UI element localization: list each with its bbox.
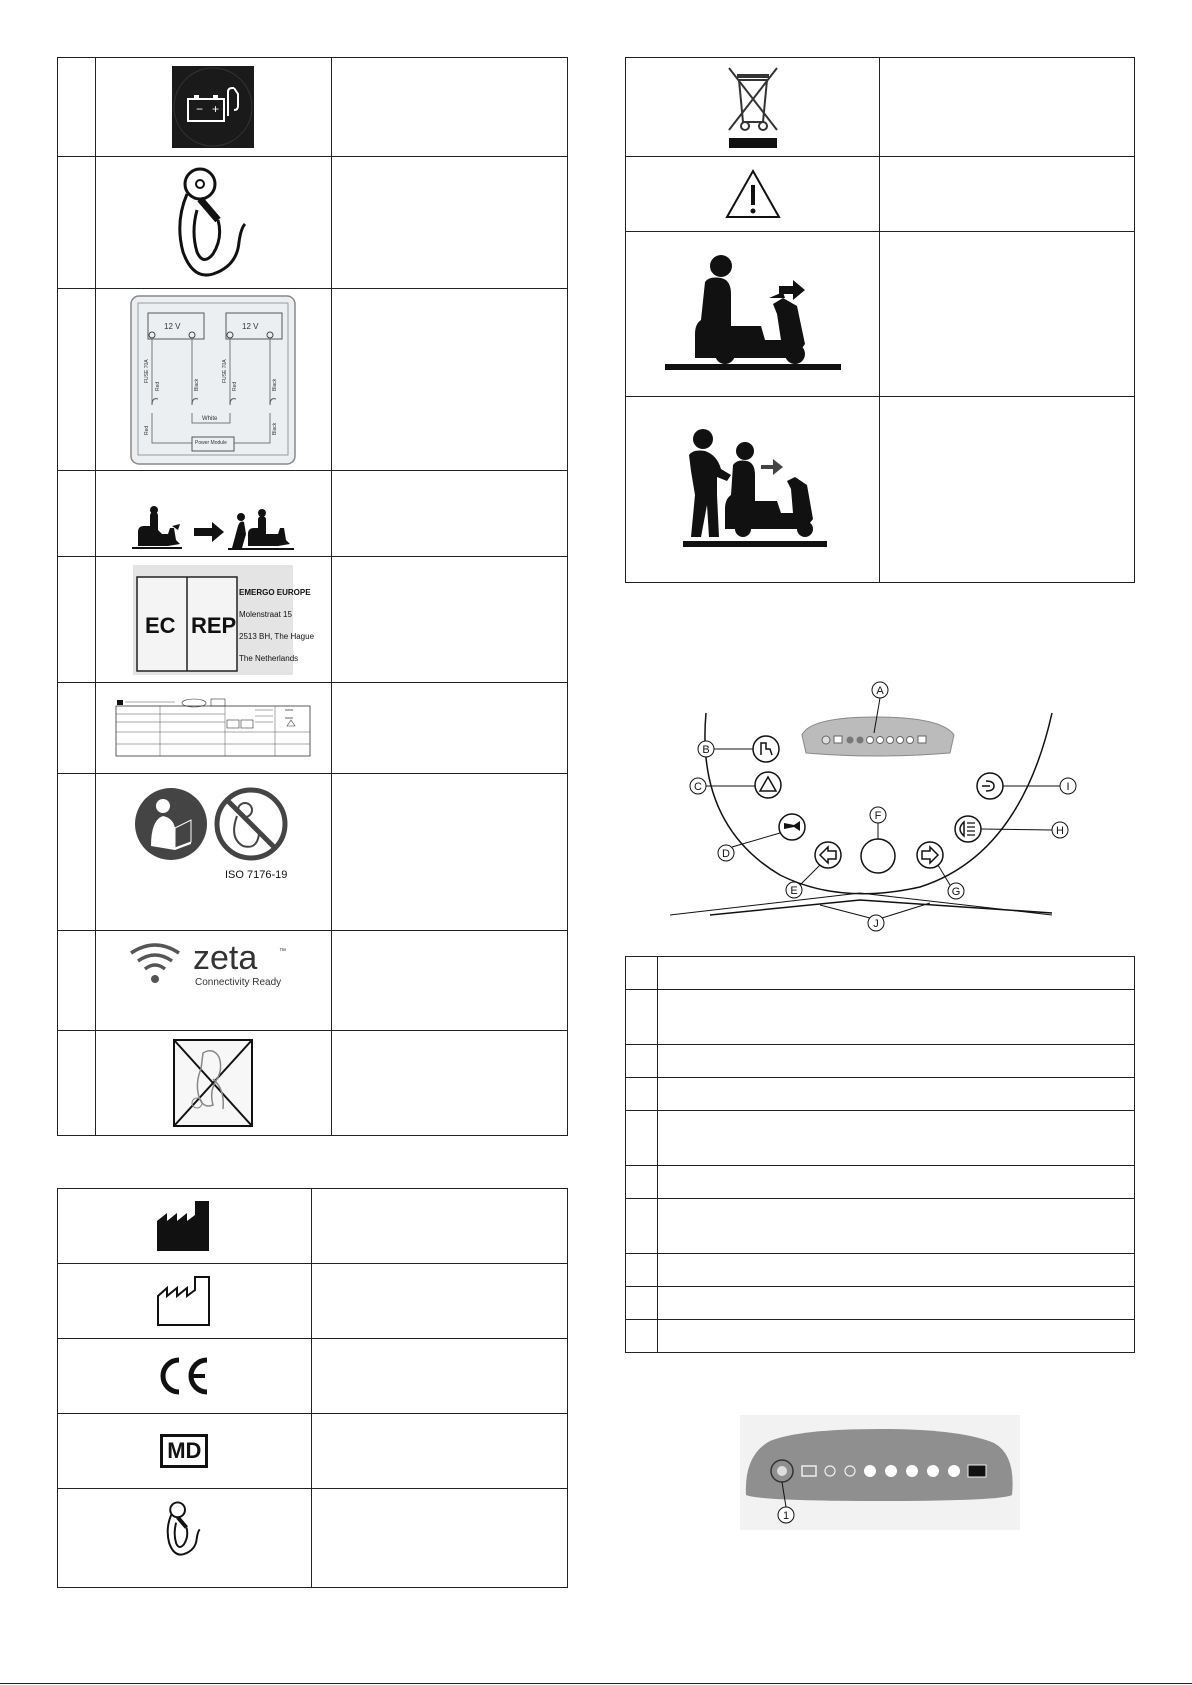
table-row (58, 471, 568, 557)
battery-left-label: 12 V (164, 321, 181, 331)
power-button-f[interactable] (861, 839, 895, 873)
battery-wiring-diagram (130, 295, 296, 465)
table-row (626, 1199, 1135, 1254)
table-row (58, 1264, 568, 1339)
symbols-table (57, 1188, 568, 1588)
svg-text:Red: Red (232, 381, 239, 391)
zeta-word: zeta (193, 939, 258, 977)
page-bottom-rule (0, 1683, 1192, 1684)
callout-c: C (694, 781, 702, 793)
table-row (626, 397, 1135, 583)
table-row (58, 931, 568, 1031)
table-row (626, 58, 1135, 157)
table-row (626, 1166, 1135, 1199)
table-row (626, 232, 1135, 397)
svg-text:™: ™ (279, 948, 287, 955)
svg-text:2513 BH, The Hague: 2513 BH, The Hague (239, 631, 315, 641)
svg-text:The Netherlands: The Netherlands (239, 653, 299, 663)
table-row (58, 1339, 568, 1414)
table-row (58, 774, 568, 931)
table-row (626, 1045, 1135, 1078)
svg-text:EMERGO EUROPE: EMERGO EUROPE (239, 587, 311, 597)
table-row (626, 957, 1135, 990)
scooter-transfer-icon (128, 506, 298, 552)
weee-disposal-icon (723, 64, 783, 150)
no-lifting-icon (173, 1039, 253, 1127)
table-row (626, 990, 1135, 1045)
svg-text:Black: Black (272, 422, 279, 435)
power-module-label: Power Module (195, 439, 228, 446)
full-battery-icon (968, 1465, 986, 1477)
callout-a: A (876, 685, 884, 697)
table-row (626, 1287, 1135, 1320)
labels-table (57, 57, 568, 1136)
svg-text:FUSE 70A: FUSE 70A (222, 358, 229, 383)
indicator-panel-image (740, 1415, 1020, 1530)
table-row (58, 1414, 568, 1489)
table-row (626, 1254, 1135, 1287)
svg-text:FUSE 70A: FUSE 70A (144, 358, 151, 383)
table-row (58, 1031, 568, 1136)
svg-text:Red: Red (144, 425, 151, 435)
battery-minus: − (196, 102, 204, 116)
date-of-manufacture-icon (157, 1276, 211, 1326)
table-row (58, 58, 568, 157)
medical-device-icon: MD (160, 1434, 208, 1468)
rep-text: REP (191, 612, 237, 638)
svg-text:Molenstraat 15: Molenstraat 15 (239, 609, 293, 619)
ec-rep-label (133, 565, 315, 675)
table-row (58, 157, 568, 289)
callout-b: B (702, 744, 710, 756)
callout-1: 1 (782, 1510, 790, 1522)
table-row (58, 289, 568, 471)
table-row (626, 1078, 1135, 1111)
zeta-connectivity-logo (129, 939, 297, 991)
table-row (58, 1489, 568, 1588)
callout-e: E (790, 885, 798, 897)
svg-text:Black: Black (194, 378, 201, 391)
tie-down-hook-small-icon (164, 1499, 204, 1559)
svg-text:Red: Red (155, 381, 162, 391)
white-wire-label: White (202, 415, 218, 422)
manufacturer-icon (157, 1201, 211, 1251)
table-row (58, 1189, 568, 1264)
table-row (58, 557, 568, 683)
svg-text:Black: Black (272, 378, 279, 391)
product-label-image (115, 698, 311, 758)
left-indicator-button[interactable] (815, 842, 841, 868)
tie-down-hook-icon (173, 162, 253, 284)
read-manual-icon (133, 782, 293, 882)
battery-fuel-icon (172, 66, 254, 148)
callout-g: G (951, 886, 961, 898)
row-number-cell (58, 58, 96, 157)
scooter-rider-icon (665, 254, 841, 374)
callout-d: D (722, 848, 730, 860)
warning-symbols-table (625, 57, 1135, 583)
description-cell (332, 58, 568, 157)
control-panel-diagram (680, 675, 1070, 940)
ec-text: EC (145, 612, 176, 638)
table-row (626, 1320, 1135, 1353)
battery-right-label: 12 V (242, 321, 259, 331)
table-row (58, 683, 568, 774)
ce-mark-icon (157, 1356, 211, 1396)
iso-label: ISO 7176-19 (225, 869, 288, 881)
right-indicator-button[interactable] (917, 842, 943, 868)
callout-h: H (1056, 825, 1064, 837)
legend-table (625, 956, 1135, 1353)
lights-button[interactable] (955, 816, 981, 842)
battery-plus: + (212, 102, 220, 116)
callout-i: I (1066, 781, 1070, 793)
table-row (626, 157, 1135, 232)
table-row (626, 1111, 1135, 1166)
warning-triangle-icon (725, 169, 781, 219)
callout-f: F (874, 810, 882, 822)
zeta-tagline: Connectivity Ready (195, 977, 282, 988)
scooter-attendant-icon (673, 425, 833, 555)
symbol-cell (95, 58, 331, 157)
callout-j: J (873, 918, 879, 930)
